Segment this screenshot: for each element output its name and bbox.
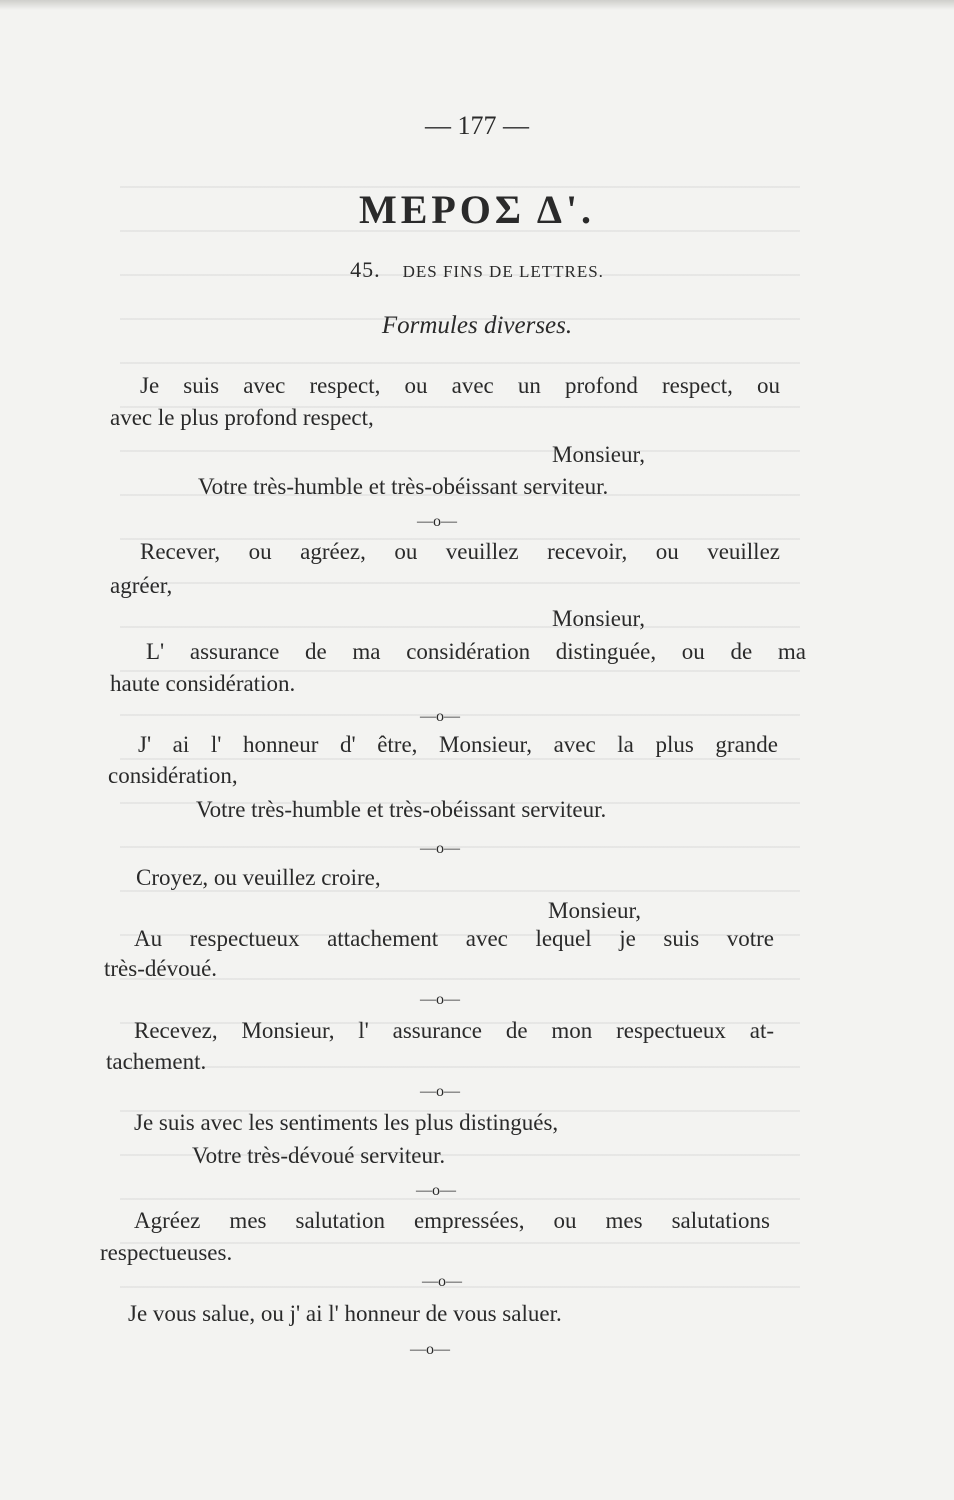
- formula-1-closing: Votre très-humble et très-obéissant serviteur.: [198, 474, 609, 499]
- formula-3-line-2: considération,: [108, 763, 238, 788]
- formula-1-line-2: avec le plus profond respect,: [110, 405, 374, 430]
- separator-6: —o—: [416, 1182, 456, 1199]
- formula-8-line-1: Je vous salue, ou j' ai l' honneur de vous saluer.: [128, 1301, 562, 1326]
- separator-5: —o—: [420, 1083, 460, 1100]
- formula-4-line-2: Au respectueux attachement avec lequel je suis votre: [134, 926, 774, 951]
- separator-8: —o—: [410, 1341, 450, 1358]
- page-number: — 177 —: [425, 111, 529, 140]
- formula-5-line-2: tachement.: [106, 1049, 207, 1074]
- separator-3: —o—: [420, 840, 460, 857]
- formula-6-line-1: Je suis avec les sentiments les plus distingués,: [134, 1110, 559, 1135]
- section-title: DES FINS DE LETTRES.: [402, 262, 604, 281]
- formula-3-line-1: J' ai l' honneur d' être, Monsieur, avec la plus grande: [138, 732, 778, 757]
- section-number: 45.: [350, 257, 381, 282]
- formula-1-address: Monsieur,: [552, 442, 645, 467]
- formula-2-line-3: L' assurance de ma considération distinguée, ou de ma: [146, 639, 806, 664]
- formula-2-line-1: Recever, ou agréez, ou veuillez recevoir, ou veuillez: [140, 539, 780, 564]
- formula-2-line-2: agréer,: [110, 573, 173, 598]
- separator-4: —o—: [420, 991, 460, 1008]
- separator-1: —o—: [417, 513, 457, 530]
- section-subtitle: Formules diverses.: [381, 312, 573, 339]
- page-top-edge: [0, 0, 954, 10]
- formula-2-line-4: haute considération.: [110, 671, 296, 696]
- section-heading: [0, 256, 954, 286]
- formula-4-line-3: très-dévoué.: [104, 956, 218, 981]
- formula-1-line-1: Je suis avec respect, ou avec un profond respect, ou: [140, 373, 780, 398]
- formula-7-line-2: respectueuses.: [100, 1240, 233, 1265]
- formula-5-line-1: Recevez, Monsieur, l' assurance de mon respectueux at-: [134, 1018, 774, 1043]
- formula-7-line-1: Agréez mes salutation empressées, ou mes salutations: [134, 1208, 770, 1233]
- chapter-title: ΜΕΡΟΣ Δ'.: [358, 187, 596, 232]
- formula-2-address: Monsieur,: [552, 606, 645, 631]
- separator-2: —o—: [420, 708, 460, 725]
- formula-3-closing: Votre très-humble et très-obéissant serviteur.: [196, 797, 607, 822]
- formula-4-line-1: Croyez, ou veuillez croire,: [136, 865, 381, 890]
- formula-6-closing: Votre très-dévoué serviteur.: [192, 1143, 446, 1168]
- formula-4-address: Monsieur,: [548, 898, 641, 923]
- separator-7: —o—: [422, 1273, 462, 1290]
